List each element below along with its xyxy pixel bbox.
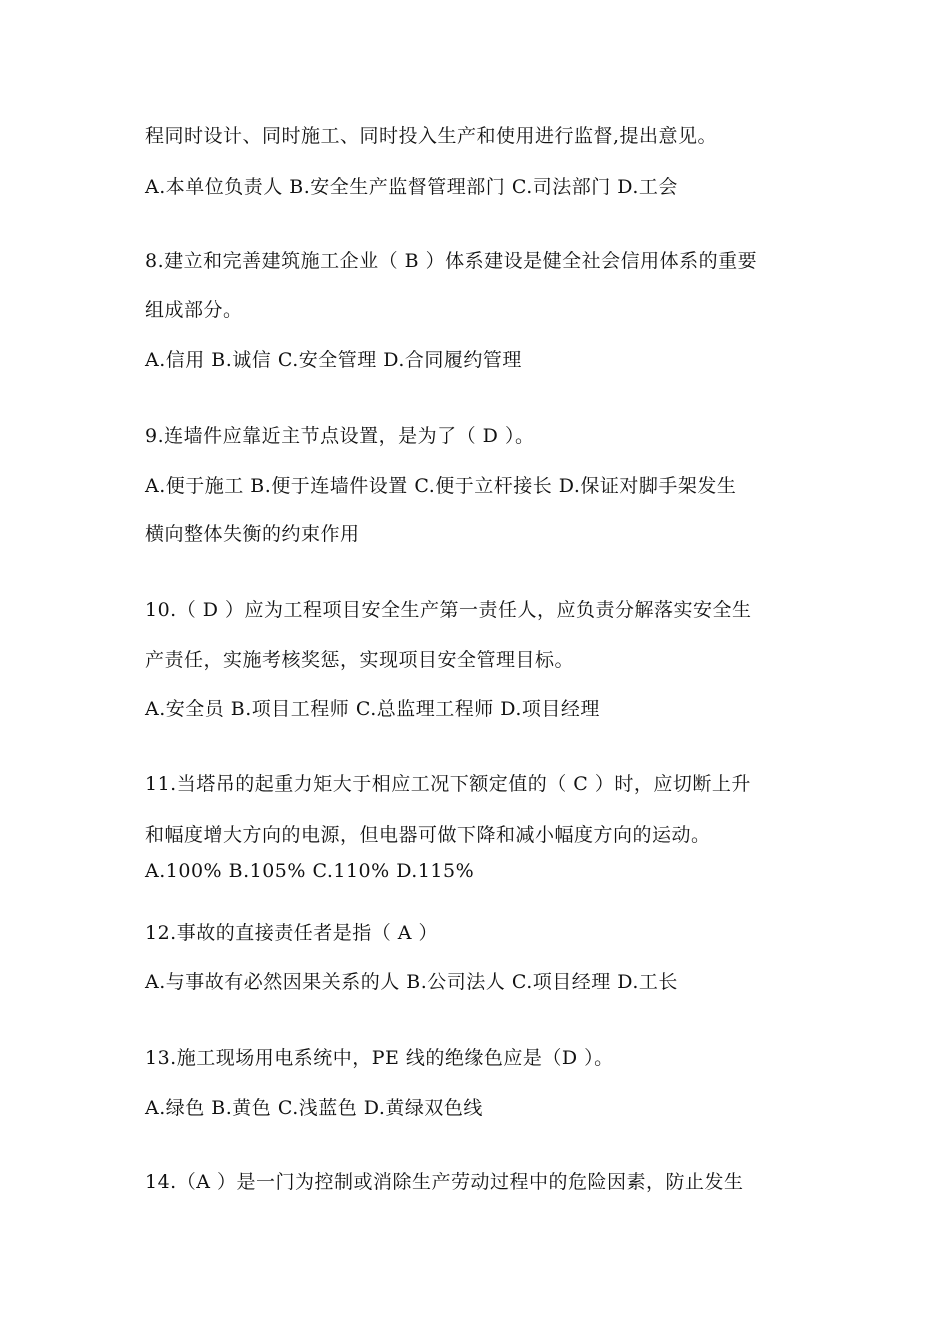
- question-13-options: A.绿色 B.黄色 C.浅蓝色 D.黄绿双色线: [145, 1097, 483, 1119]
- question-13-line-1: 13.施工现场用电系统中，PE 线的绝缘色应是（D ）。: [145, 1047, 614, 1069]
- question-12-options: A.与事故有必然因果关系的人 B.公司法人 C.项目经理 D.工长: [145, 971, 678, 993]
- question-11-line-1: 11.当塔吊的起重力矩大于相应工况下额定值的（ C ）时，应切断上升: [145, 773, 751, 795]
- question-10-line-2: 产责任，实施考核奖惩，实现项目安全管理目标。: [145, 649, 575, 671]
- question-11-line-2: 和幅度增大方向的电源，但电器可做下降和减小幅度方向的运动。: [145, 824, 711, 846]
- question-12-line-1: 12.事故的直接责任者是指（ A ）: [145, 922, 439, 944]
- question-8-line-2: 组成部分。: [145, 299, 243, 321]
- text-line: 程同时设计、同时施工、同时投入生产和使用进行监督,提出意见。: [145, 125, 718, 147]
- options-line: A.本单位负责人 B.安全生产监督管理部门 C.司法部门 D.工会: [145, 176, 678, 198]
- question-10-options: A.安全员 B.项目工程师 C.总监理工程师 D.项目经理: [145, 698, 600, 720]
- question-14-line-1: 14.（A ）是一门为控制或消除生产劳动过程中的危险因素，防止发生: [145, 1171, 744, 1193]
- question-9-options-line-2: 横向整体失衡的约束作用: [145, 523, 360, 545]
- question-8-line-1: 8.建立和完善建筑施工企业（ B ）体系建设是健全社会信用体系的重要: [145, 250, 758, 272]
- question-10-line-1: 10.（ D ）应为工程项目安全生产第一责任人，应负责分解落实安全生: [145, 599, 752, 621]
- question-9-line-1: 9.连墙件应靠近主节点设置，是为了（ D ）。: [145, 425, 535, 447]
- question-11-options: A.100% B.105% C.110% D.115%: [145, 860, 475, 882]
- question-9-options-line-1: A.便于施工 B.便于连墙件设置 C.便于立杆接长 D.保证对脚手架发生: [145, 475, 737, 497]
- question-8-options: A.信用 B.诚信 C.安全管理 D.合同履约管理: [145, 349, 522, 371]
